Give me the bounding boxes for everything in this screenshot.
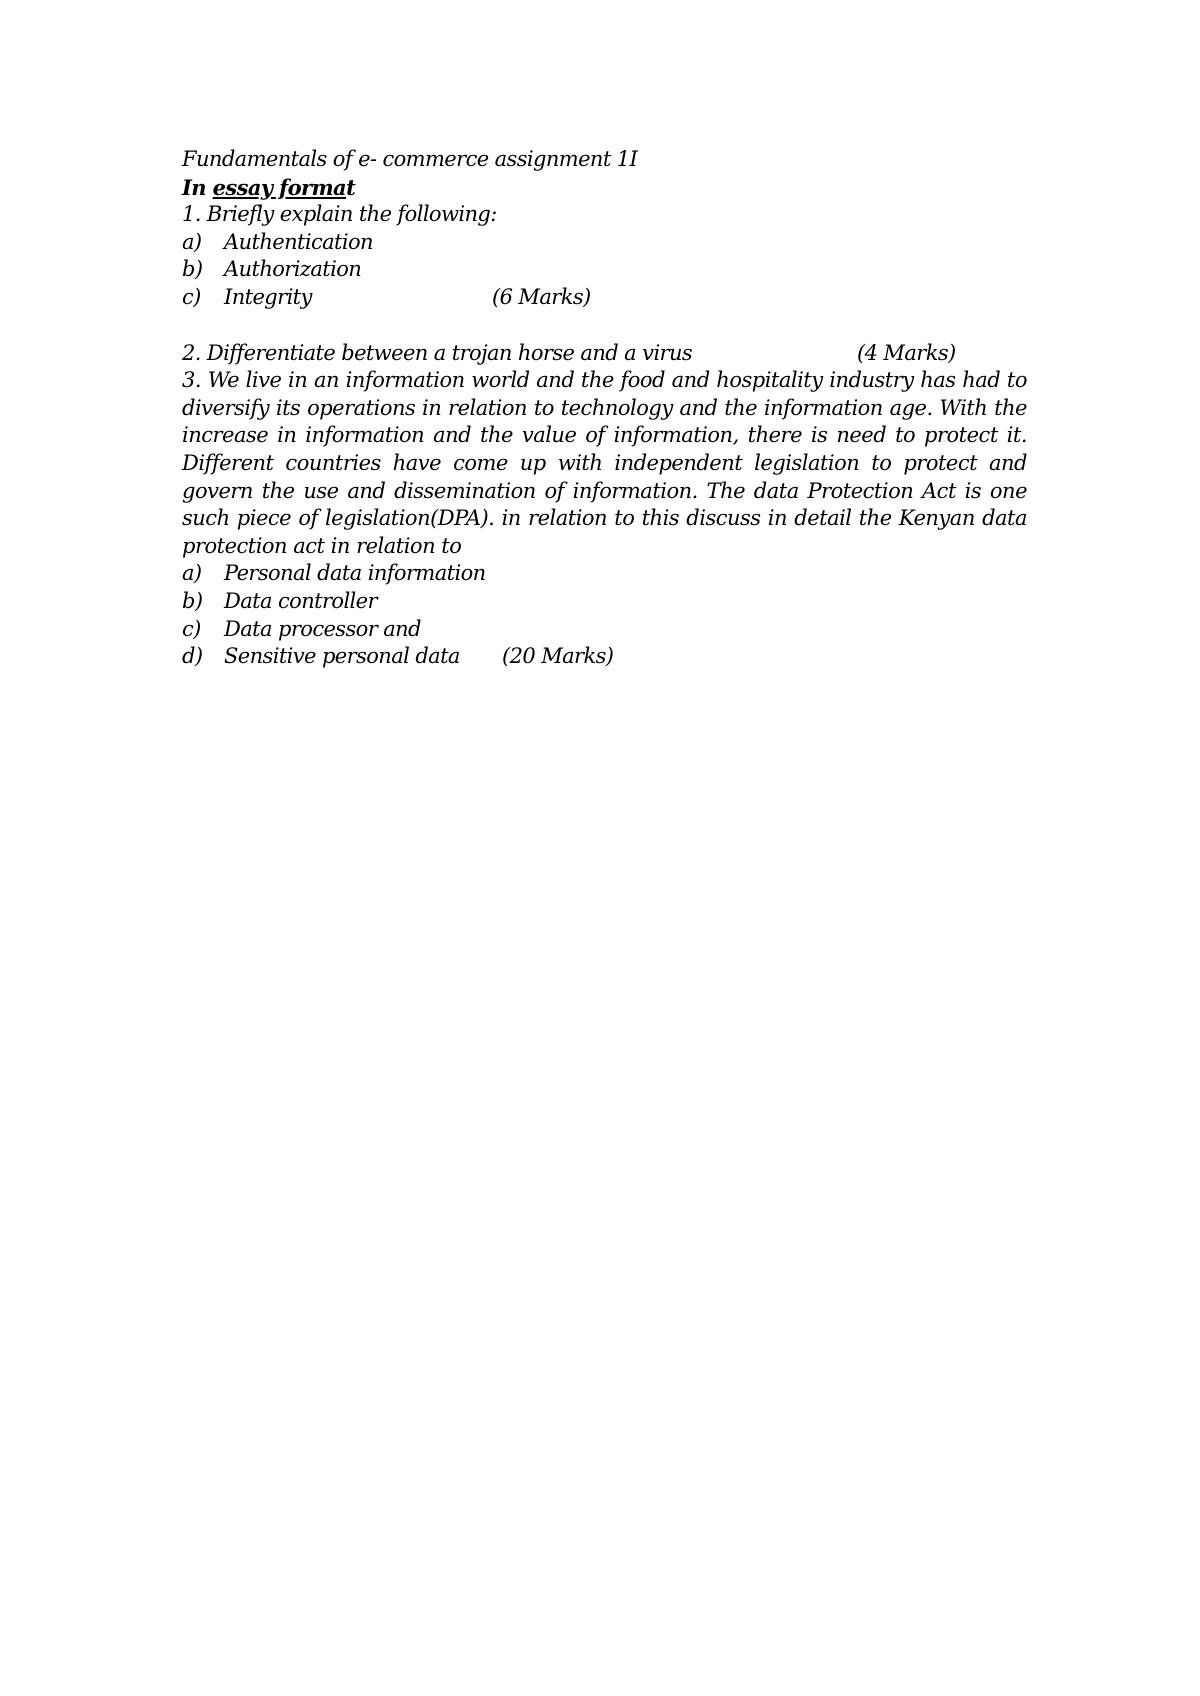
format-prefix: In <box>182 174 213 200</box>
item-text: Authentication <box>224 229 373 254</box>
item-text: Authorization <box>224 257 362 282</box>
question-1-item-a <box>182 229 1027 257</box>
item-text: Data controller <box>224 588 377 613</box>
question-2-text: 2. Differentiate between a trojan horse and a virus <box>182 340 693 365</box>
question-3-item-c <box>182 616 1027 644</box>
question-1-item-b <box>182 256 1027 284</box>
item-label: c) <box>182 284 201 309</box>
question-1-marks: (6 Marks) <box>492 284 591 309</box>
question-3-item-a <box>182 560 1027 588</box>
item-label: b) <box>182 588 203 613</box>
item-label: d) <box>182 644 203 669</box>
item-text: Sensitive personal data <box>224 644 460 669</box>
item-label: b) <box>182 257 203 282</box>
item-text: Data processor and <box>224 616 421 641</box>
document-title: Fundamentals of e- commerce assignment 1I <box>182 147 638 171</box>
document-page <box>182 146 1027 671</box>
item-label: a) <box>182 561 202 586</box>
item-label: c) <box>182 616 201 641</box>
question-3-item-d <box>182 643 1027 671</box>
format-underlined: essay forma <box>212 174 347 200</box>
format-suffix: t <box>346 174 356 200</box>
item-label: a) <box>182 229 202 254</box>
item-text: Integrity <box>224 284 312 309</box>
question-3-paragraph: 3. We live in an information world and the food and hospitality industry has had to diversify its operations in relation to technology and the information age. With the increase in information and the value of information, there is need to protect it. Different countries have come up with independent legislation to protect and govern the use and dissemination of information. The data Protection Act is one such piece of legislation(DPA). in relation to this discuss in detail the Kenyan data protection act in relation to <box>182 368 1027 558</box>
question-3-marks: (20 Marks) <box>502 644 614 669</box>
question-3-item-b <box>182 588 1027 616</box>
format-instruction <box>182 174 1027 202</box>
question-2-marks: (4 Marks) <box>857 340 956 365</box>
question-1-item-c <box>182 284 1027 312</box>
item-text: Personal data information <box>224 561 486 586</box>
question-1-prompt: 1. Briefly explain the following: <box>182 202 497 227</box>
spacer <box>182 312 1027 340</box>
question-2 <box>182 340 1027 368</box>
